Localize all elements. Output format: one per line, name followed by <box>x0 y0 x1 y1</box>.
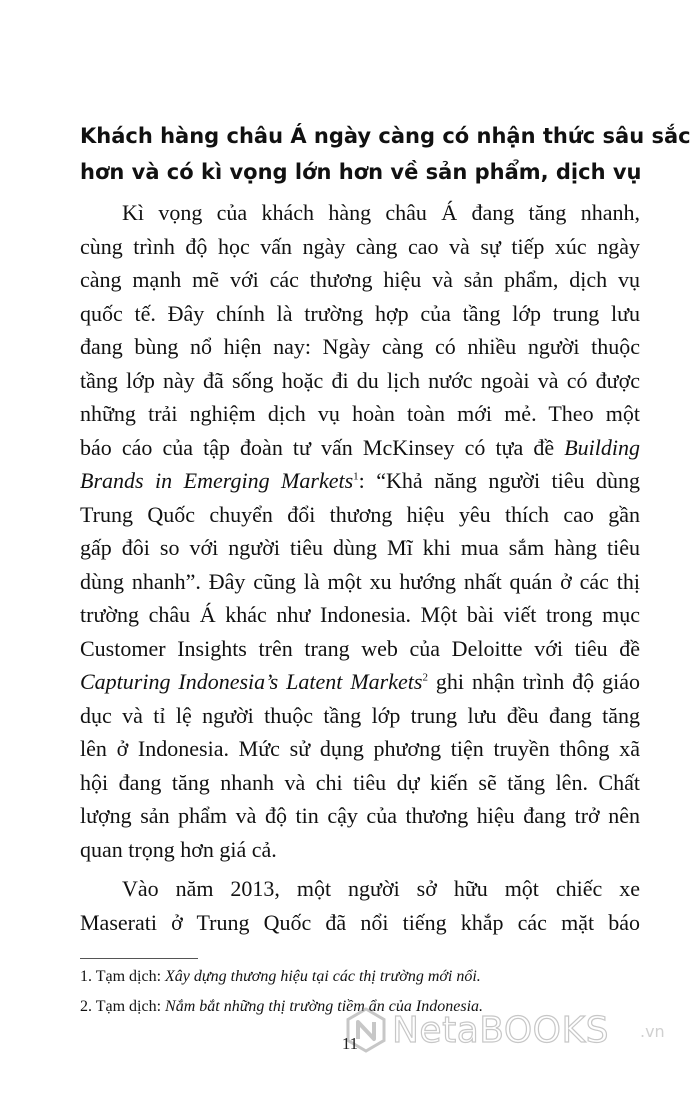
footnote-text: Xây dựng thương hiệu tại các thị trường mới nổi. <box>165 968 481 985</box>
text-line: lên ở Indonesia. Mức sử dụng phương tiện truyền thông xã <box>80 736 640 761</box>
text-line: Kì vọng của khách hàng châu Á đang tăng nhanh, <box>122 200 640 225</box>
page-number: 11 <box>341 1034 359 1053</box>
book-title-citation-1-cont: Brands in Emerging Markets <box>80 468 354 493</box>
text-line: càng mạnh mẽ với các thương hiệu và sản phẩm, dịch vụ <box>80 267 640 292</box>
text-line <box>80 665 640 699</box>
footnote-1 <box>80 962 640 992</box>
watermark-suffix: .vn <box>640 1022 665 1041</box>
text-line <box>80 464 640 498</box>
text-line: Trung Quốc chuyển đổi thương hiệu yêu thích cao gần <box>80 501 640 527</box>
text-run: : “Khả năng người tiêu dùng <box>358 468 641 493</box>
footnote-ref-1: 1 <box>353 470 359 483</box>
text-line: tầng lớp này đã sống hoặc đi du lịch nước ngoài và có được <box>80 367 640 393</box>
text-line: trường châu Á khác như Indonesia. Một bài viết trong mục <box>80 602 640 627</box>
text-run: ghi nhận trình độ giáo <box>427 669 641 694</box>
text-line: dục và tỉ lệ người thuộc tầng lớp trung lưu đều đang tăng <box>80 702 640 728</box>
text-line: cùng trình độ học vấn ngày càng cao và sự tiếp xúc ngày <box>80 233 640 259</box>
text-line: Vào năm 2013, một người sở hữu một chiếc xe <box>122 876 640 901</box>
text-line: lượng sản phẩm và độ tin cậy của thương hiệu đang trở nên <box>80 803 640 828</box>
footnote-label: 2. Tạm dịch: <box>80 998 166 1015</box>
watermark-brand: NetaBOOKS <box>392 1010 609 1051</box>
footnote-ref-2: 2 <box>422 671 428 684</box>
text-run: báo cáo của tập đoàn tư vấn McKinsey có tựa đề <box>80 434 565 460</box>
article-title-citation-2: Capturing Indonesia’s Latent Markets <box>80 669 423 694</box>
text-line: quốc tế. Đây chính là trường hợp của tầng lớp trung lưu <box>80 300 640 326</box>
text-line: hội đang tăng nhanh và chi tiêu dự kiến sẽ tăng lên. Chất <box>80 769 640 795</box>
text-line <box>80 431 640 465</box>
paragraph-1 <box>80 196 640 866</box>
book-title-citation-1: Building <box>564 434 640 460</box>
text-line: gấp đôi so với người tiêu dùng Mĩ khi mua sắm hàng tiêu <box>80 535 640 560</box>
paragraph-2 <box>80 872 640 940</box>
text-line: dùng nhanh”. Đây cũng là một xu hướng nhất quán ở các thị <box>80 568 640 594</box>
heading-line-1: Khách hàng châu Á ngày càng có nhận thức sâu sắc <box>80 124 691 148</box>
section-heading <box>80 118 691 190</box>
heading-line-2: hơn và có kì vọng lớn hơn về sản phẩm, dịch vụ <box>80 160 642 184</box>
body-text <box>80 196 640 866</box>
text-line: những trải nghiệm dịch vụ hoàn toàn mới mẻ. Theo một <box>80 401 640 426</box>
text-line: Customer Insights trên trang web của Deloitte với tiêu đề <box>80 635 640 661</box>
footnote-text: Nắm bắt những thị trường tiềm ẩn của Indonesia. <box>165 998 484 1015</box>
text-line: Maserati ở Trung Quốc đã nổi tiếng khắp các mặt báo <box>80 910 640 935</box>
text-line: quan trọng hơn giá cả. <box>80 836 277 862</box>
footnote-label: 1. Tạm dịch: <box>80 968 166 985</box>
text-line: đang bùng nổ hiện nay: Ngày càng có nhiều người thuộc <box>80 334 640 359</box>
footnote-divider <box>80 958 198 959</box>
